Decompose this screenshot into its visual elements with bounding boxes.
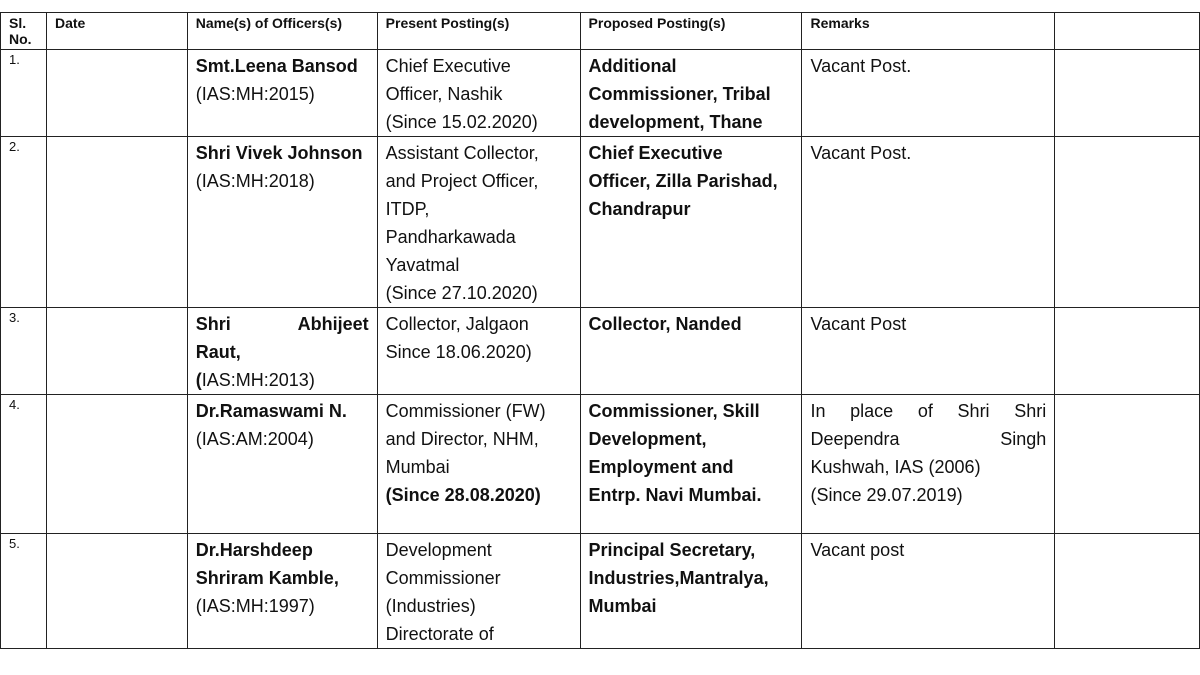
officer-name	[196, 310, 369, 338]
proposed-line: Officer, Zilla Parishad,	[588, 171, 778, 191]
remarks-word: Shri	[1014, 401, 1047, 421]
postings-table	[0, 12, 1200, 649]
table-row	[1, 50, 1200, 137]
remarks-line: Kushwah, IAS (2006)	[810, 457, 981, 477]
present-line: ITDP,	[385, 199, 430, 219]
remarks-line	[810, 397, 1046, 425]
present-line: Since 18.06.2020)	[385, 342, 532, 362]
cadre-text: IAS:MH:2013)	[201, 370, 315, 390]
officer-name-word: Abhijeet	[297, 314, 369, 334]
date-cell	[46, 50, 187, 137]
officer-cadre: (IAS:MH:1997)	[195, 596, 315, 616]
present-line: (Since 28.08.2020)	[385, 485, 541, 505]
officer-name: Smt.Leena Bansod	[195, 56, 358, 76]
remarks-cell	[802, 50, 1055, 137]
present-line: Officer, Nashik	[385, 84, 503, 104]
remarks-word: Singh	[1000, 429, 1047, 449]
officer-cadre: (IAS:MH:2018)	[195, 171, 315, 191]
remarks-cell	[802, 395, 1055, 534]
officer-name-cell	[187, 395, 377, 534]
present-line: Commissioner	[385, 568, 501, 588]
date-cell	[46, 534, 187, 649]
proposed-posting-cell	[580, 534, 802, 649]
present-line: (Industries)	[385, 596, 476, 616]
officer-cadre: (IAS:AM:2004)	[195, 429, 314, 449]
remarks-line: Vacant Post.	[810, 56, 912, 76]
present-line: Pandharkawada	[385, 227, 516, 247]
proposed-posting-cell	[580, 395, 802, 534]
header-name: Name(s) of Officers(s)	[187, 13, 377, 50]
table-row	[1, 308, 1200, 395]
present-line: Yavatmal	[385, 255, 460, 275]
present-line: Chief Executive	[385, 56, 511, 76]
present-line: Directorate of	[385, 624, 494, 644]
date-cell	[46, 395, 187, 534]
present-line: and Project Officer,	[385, 171, 539, 191]
sl-no-cell: 4.	[1, 395, 47, 534]
table-row	[1, 137, 1200, 308]
sl-no-cell: 3.	[1, 308, 47, 395]
header-proposed-posting: Proposed Posting(s)	[580, 13, 802, 50]
officer-name-continued: Shriram Kamble,	[195, 568, 339, 588]
remarks-word: Shri	[957, 401, 990, 421]
officer-cadre: (IAS:MH:2015)	[195, 84, 315, 104]
table-row	[1, 395, 1200, 534]
proposed-line: Chief Executive	[588, 143, 723, 163]
present-line: (Since 15.02.2020)	[385, 112, 538, 132]
proposed-line: Entrp. Navi Mumbai.	[588, 485, 762, 505]
header-present-posting: Present Posting(s)	[377, 13, 580, 50]
present-line: Assistant Collector,	[385, 143, 539, 163]
date-cell	[46, 308, 187, 395]
proposed-posting-cell	[580, 308, 802, 395]
officer-name-cell	[187, 137, 377, 308]
proposed-line: Commissioner, Skill	[588, 401, 760, 421]
proposed-line: Mumbai	[588, 596, 657, 616]
present-posting-cell	[377, 534, 580, 649]
sl-no-cell: 5.	[1, 534, 47, 649]
officer-name-cell	[187, 534, 377, 649]
cadre-bracket: (	[195, 370, 202, 390]
remarks-line: Vacant Post.	[810, 143, 912, 163]
proposed-line: development, Thane	[588, 112, 763, 132]
blank-cell	[1055, 50, 1200, 137]
present-posting-cell	[377, 50, 580, 137]
officer-cadre	[196, 366, 369, 394]
remarks-word: of	[917, 401, 933, 421]
present-posting-cell	[377, 308, 580, 395]
present-posting-cell	[377, 395, 580, 534]
remarks-line: Vacant post	[810, 540, 905, 560]
proposed-line: Development,	[588, 429, 707, 449]
remarks-word: Deependra	[810, 429, 900, 449]
remarks-cell	[802, 308, 1055, 395]
proposed-line: Additional	[588, 56, 677, 76]
sl-no-cell: 1.	[1, 50, 47, 137]
proposed-line: Chandrapur	[588, 199, 691, 219]
present-line: Mumbai	[385, 457, 450, 477]
blank-cell	[1055, 534, 1200, 649]
header-sl-no: Sl. No.	[1, 13, 47, 50]
officer-name: Dr.Ramaswami N.	[195, 401, 347, 421]
officer-name: Dr.Harshdeep	[195, 540, 313, 560]
remarks-cell	[802, 534, 1055, 649]
proposed-line: Principal Secretary,	[588, 540, 756, 560]
officer-name: Shri Vivek Johnson	[195, 143, 363, 163]
date-cell	[46, 137, 187, 308]
proposed-line: Employment and	[588, 457, 734, 477]
proposed-posting-cell	[580, 50, 802, 137]
remarks-word: In	[810, 401, 826, 421]
officer-name-cell	[187, 50, 377, 137]
officer-name-cell	[187, 308, 377, 395]
header-remarks: Remarks	[802, 13, 1055, 50]
present-line: Development	[385, 540, 492, 560]
remarks-word: place	[850, 401, 894, 421]
header-blank	[1055, 13, 1200, 50]
present-line: and Director, NHM,	[385, 429, 539, 449]
proposed-line: Commissioner, Tribal	[588, 84, 771, 104]
blank-cell	[1055, 395, 1200, 534]
proposed-posting-cell	[580, 137, 802, 308]
header-date: Date	[46, 13, 187, 50]
blank-cell	[1055, 137, 1200, 308]
remarks-line: (Since 29.07.2019)	[810, 485, 963, 505]
remarks-line	[810, 425, 1046, 453]
officer-name-word: Shri	[195, 314, 231, 334]
present-line: Commissioner (FW)	[385, 401, 546, 421]
table-row	[1, 534, 1200, 649]
present-posting-cell	[377, 137, 580, 308]
present-line: Collector, Jalgaon	[385, 314, 529, 334]
proposed-line: Industries,Mantralya,	[588, 568, 769, 588]
proposed-line: Collector, Nanded	[588, 314, 742, 334]
remarks-cell	[802, 137, 1055, 308]
present-line: (Since 27.10.2020)	[385, 283, 538, 303]
sl-no-cell: 2.	[1, 137, 47, 308]
remarks-line: Vacant Post	[810, 314, 907, 334]
blank-cell	[1055, 308, 1200, 395]
header-row	[1, 13, 1200, 50]
officer-name-continued: Raut,	[195, 342, 241, 362]
